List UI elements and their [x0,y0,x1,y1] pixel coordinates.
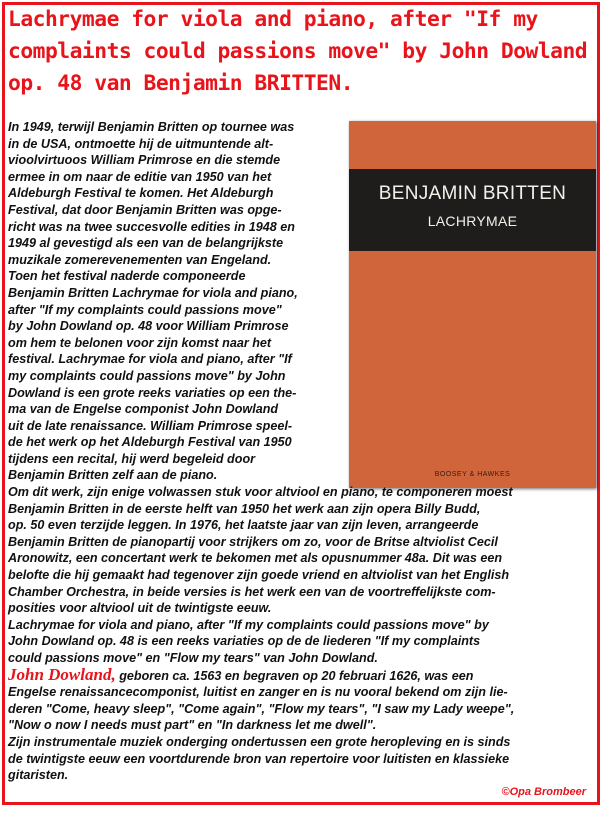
text-line: deren "Come, heavy sleep", "Come again", "Flow my tears", "I saw my Lady weepe", [8,701,515,716]
text-line: Aldeburgh Festival te komen. Het Aldeburgh [8,186,274,201]
text-line: Aronowitz, een concertant werk te bekomen met als opusnummer 48a. Dit was een [8,551,503,566]
text-line: vioolvirtuoos William Primrose en die stemde [8,153,281,168]
text-line: In 1949, terwijl Benjamin Britten op tournee was [8,120,295,134]
text-line: 1949 al gevestigd als een van de belangrijkste [8,236,284,251]
text-line: Toen het festival naderde componeerde [8,269,246,284]
cover-publisher-logo: BOOSEY & HAWKES [434,471,511,478]
text-line: Lachrymae for viola and piano, after "If my complaints could passions move" by [8,617,489,632]
text-line: Benjamin Britten Lachrymae for viola and piano, [8,285,298,300]
text-line: uit de late renaissance. William Primrose speel- [8,418,293,433]
text-line: after "If my complaints could passions move" [8,302,282,317]
text-line: Dowland is een grote reeks variaties op een the- [8,385,297,400]
text-line: could passions move" en "Flow my tears" van John Dowland. [8,651,378,665]
text-line: op. 50 even terzijde leggen. In 1976, het laatste jaar van zijn leven, arrangeerde [8,518,479,533]
dowland-heading: John Dowland, [8,664,116,684]
title-line: op. 48 van Benjamin BRITTEN. [8,71,354,96]
cover-work-title: LACHRYMAE [427,213,518,229]
text-line: by John Dowland op. 48 voor William Primrose [8,319,289,334]
title-line: Lachrymae for viola and piano, after "If my [8,7,538,32]
text-line: Om dit werk, zijn enige volwassen stuk voor altviool en piano, te componeren moest [8,485,513,500]
text-line: belofte die hij gemaakt had tegenover zijn goede vriend en altviolist van het English [8,568,510,583]
text-line: Engelse renaissancecomponist, luitist en zanger en is nu vooral bekend om zijn lie- [8,685,508,700]
text-line: tijdens een recital, hij werd begeleid door [8,451,256,466]
text-line: in de USA, ontmoette hij de uitmuntende alt- [8,136,274,151]
text-line: gitaristen. [8,768,69,783]
article-body [8,119,598,784]
text-line: festival. Lachrymae for viola and piano, after "If [8,352,292,367]
text-line: Chamber Orchestra, in beide versies is het werk een van de voortreffelijkste com- [8,584,496,599]
dowland-intro-text: geboren ca. 1563 en begraven op 20 februari 1626, was een [115,668,474,683]
text-line: John Dowland op. 48 is een reeks variaties op de de liederen "If my complaints [8,634,481,649]
text-line: Benjamin Britten zelf aan de piano. [8,468,218,483]
cover-composer: BENJAMIN BRITTEN [378,183,567,204]
text-line: Benjamin Britten de pianopartij voor strijkers om zo, voor de Britse altviolist Cecil [8,534,498,549]
text-line: Benjamin Britten in de eerste helft van 1950 het werk aan zijn opera Billy Budd, [8,501,481,516]
text-line: de twintigste eeuw een voortdurende bron van repertoire voor luitisten en klassieke [8,751,510,766]
text-line: Festival, dat door Benjamin Britten was opge- [8,202,282,217]
text-line: "Now o now I needs must part" en "In darkness let me dwell". [8,718,377,733]
author-credit: ©Opa Brombeer [501,786,586,798]
title-line: complaints could passions move" by John Dowland [8,39,588,64]
text-line: muzikale zomerevenementen van Engeland. [8,252,272,267]
text-line: richt was na twee succesvolle edities in 1948 en [8,219,295,234]
text-line: ma van de Engelse componist John Dowland [8,402,279,417]
text-line: ermee in om naar de editie van 1950 van het [8,169,272,184]
text-line: om hem te belonen voor zijn komst naar het [8,335,272,350]
text-line: my complaints could passions move" by John [8,368,286,383]
text-line: de het werk op het Aldeburgh Festival van 1950 [8,435,292,450]
text-line: Zijn instrumentale muziek onderging ondertussen een grote heropleving en is sinds [8,734,511,749]
text-line: posities voor altviool uit de twintigste eeuw. [8,601,272,616]
dowland-intro-line [8,664,598,685]
page-title [8,4,604,100]
